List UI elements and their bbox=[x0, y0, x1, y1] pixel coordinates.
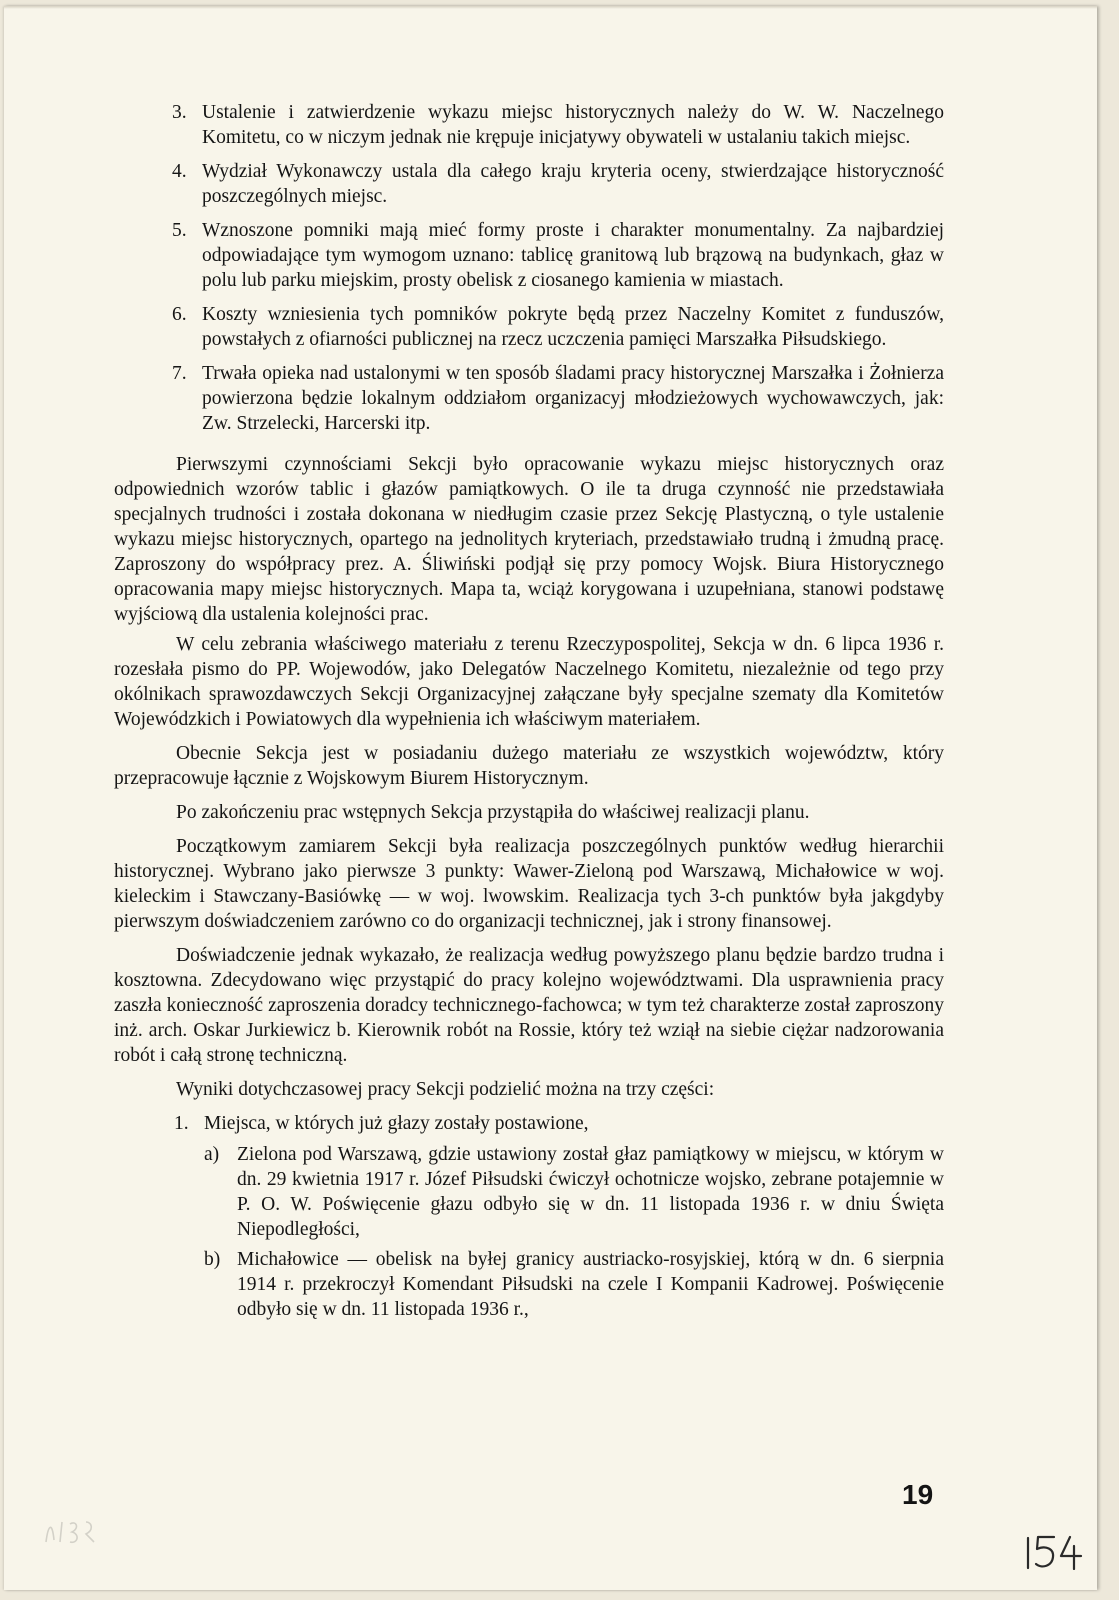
item-text: Koszty wzniesienia tych pomników pokryte będą przez Naczelny Komitet z funduszów, powstałych z ofiarności publicznej na rzecz uczczenia pamięci Marszałka Piłsudskiego. bbox=[202, 304, 944, 350]
document-page bbox=[4, 6, 1097, 1590]
handwritten-number-graphic bbox=[1022, 1534, 1084, 1570]
paragraph: Wyniki dotychczasowej pracy Sekcji podzielić można na trzy części: bbox=[176, 1079, 715, 1100]
item-text: Miejsca, w których już głazy zostały postawione, bbox=[204, 1113, 589, 1134]
item-number: 6. bbox=[172, 304, 187, 325]
item-text: Wznoszone pomniki mają mieć formy proste i charakter monumentalny. Za najbardziej odpowiadające tym wymogom uznano: tablicę granitową lub brązową na budynkach, głaz w polu lub parku miejskim, prosty obelisk z ciosanego kamienia w miastach. bbox=[202, 220, 944, 291]
sublist-item-a bbox=[114, 1142, 944, 1242]
numbered-item-7 bbox=[114, 361, 944, 436]
bleed-through-mark-icon bbox=[42, 1516, 98, 1546]
numbered-item-4 bbox=[114, 159, 944, 209]
item-text: Wydział Wykonawczy ustala dla całego kraju kryteria oceny, stwierdzające historyczność poszczególnych miejsc. bbox=[202, 161, 944, 207]
paragraph: W celu zebrania właściwego materiału z terenu Rzeczypospolitej, Sekcja w dn. 6 lipca 1936 r. rozesłała pismo do PP. Wojewodów, jako Delegatów Naczelnego Komitetu, niezależnie od tego przy okólnikach sprawozdawczych Sekcji Organizacyjnej załączane były specjalne szematy dla Komitetów Wojewódzkich i Powiatowych dla wypełnienia ich właściwym materiałem. bbox=[114, 634, 944, 730]
numbered-item-3 bbox=[114, 100, 944, 150]
paragraph: Doświadczenie jednak wykazało, że realizacja według powyższego planu będzie bardzo trudna i kosztowna. Zdecydowano więc przystąpić do pracy kolejno województwami. Dla usprawnienia pracy zaszła konieczność zaproszenia doradcy technicznego-fachowca; w tym też charakterze został zaproszony inż. arch. Oskar Jurkiewicz b. Kierownik robót na Rossie, który też wziął na siebie ciężar nadzorowania robót i całą stronę techniczną. bbox=[114, 945, 944, 1066]
page-number: 19 bbox=[902, 1479, 934, 1510]
item-text: Ustalenie i zatwierdzenie wykazu miejsc historycznych należy do W. W. Naczelnego Komitetu, co w niczym jednak nie krępuje inicjatywy obywateli w ustalaniu takich miejsc. bbox=[202, 102, 944, 148]
item-number: 4. bbox=[172, 161, 187, 182]
item-number: 7. bbox=[172, 363, 187, 384]
paragraph: Początkowym zamiarem Sekcji była realizacja poszczególnych punktów według hierarchii historycznej. Wybrano jako pierwsze 3 punkty: Wawer-Zieloną pod Warszawą, Michałowice w woj. kieleckim i Stawczany-Basiówkę — w woj. lwowskim. Realizacja tych 3-ch punktów była jakgdyby pierwszym doświadczeniem zarówno co do organizacji technicznej, jak i strony finansowej. bbox=[114, 836, 944, 932]
paragraph: Obecnie Sekcja jest w posiadaniu dużego materiału ze wszystkich województw, który przepracowuje łącznie z Wojskowym Biurem Historycznym. bbox=[114, 743, 944, 789]
item-number: 5. bbox=[172, 220, 187, 241]
item-text: Michałowice — obelisk na byłej granicy austriacko-rosyjskiej, którą w dn. 6 sierpnia 1914 r. przekroczył Komendant Piłsudski na czele I Kompanii Kadrowej. Poświęcenie odbyło się w dn. 11 listopada 1936 r., bbox=[237, 1249, 944, 1320]
numbered-item-6 bbox=[114, 302, 944, 352]
numbered-item-5 bbox=[114, 218, 944, 293]
item-number: 1. bbox=[174, 1113, 189, 1134]
document-body bbox=[114, 100, 944, 1327]
sublist-heading bbox=[114, 1111, 944, 1136]
page-edge-shadow bbox=[4, 6, 1097, 9]
item-text: Trwała opieka nad ustalonymi w ten sposób śladami pracy historycznej Marszałka i Żołnierza powierzona będzie lokalnym oddziałom organizacyj młodzieżowych wychowawczych, jak: Zw. Strzelecki, Harcerski itp. bbox=[202, 363, 944, 434]
paragraph: Po zakończeniu prac wstępnych Sekcja przystąpiła do właściwej realizacji planu. bbox=[176, 802, 810, 823]
item-number: 3. bbox=[172, 102, 187, 123]
paragraph: Pierwszymi czynnościami Sekcji było opracowanie wykazu miejsc historycznych oraz odpowiednich wzorów tablic i głazów pamiątkowych. O ile ta druga czynność nie przedstawiała specjalnych trudności i została dokonana w niedługim czasie przez Sekcję Plastyczną, o tyle ustalenie wykazu miejsc historycznych, opartego na jednolitych kryteriach, przedstawiało trudną i żmudną pracę. Zaproszony do współpracy prez. A. Śliwiński podjął się przy pomocy Wojsk. Biura Historycznego opracowania mapy miejsc historycznych. Mapa ta, wciąż korygowana i uzupełniana, stanowi podstawę wyjściową dla ustalenia kolejności prac. bbox=[114, 454, 944, 625]
item-text: Zielona pod Warszawą, gdzie ustawiony został głaz pamiątkowy w miejscu, w którym w dn. 29 kwietnia 1917 r. Józef Piłsudski ćwiczył ochotnicze wojsko, zebrane potajemnie w P. O. W. Poświęcenie głazu odbyło się w dn. 11 listopada 1936 r. w dniu Święta Niepodległości, bbox=[237, 1144, 944, 1240]
sublist-item-b bbox=[114, 1247, 944, 1322]
item-letter: a) bbox=[204, 1144, 220, 1165]
item-letter: b) bbox=[204, 1249, 221, 1270]
